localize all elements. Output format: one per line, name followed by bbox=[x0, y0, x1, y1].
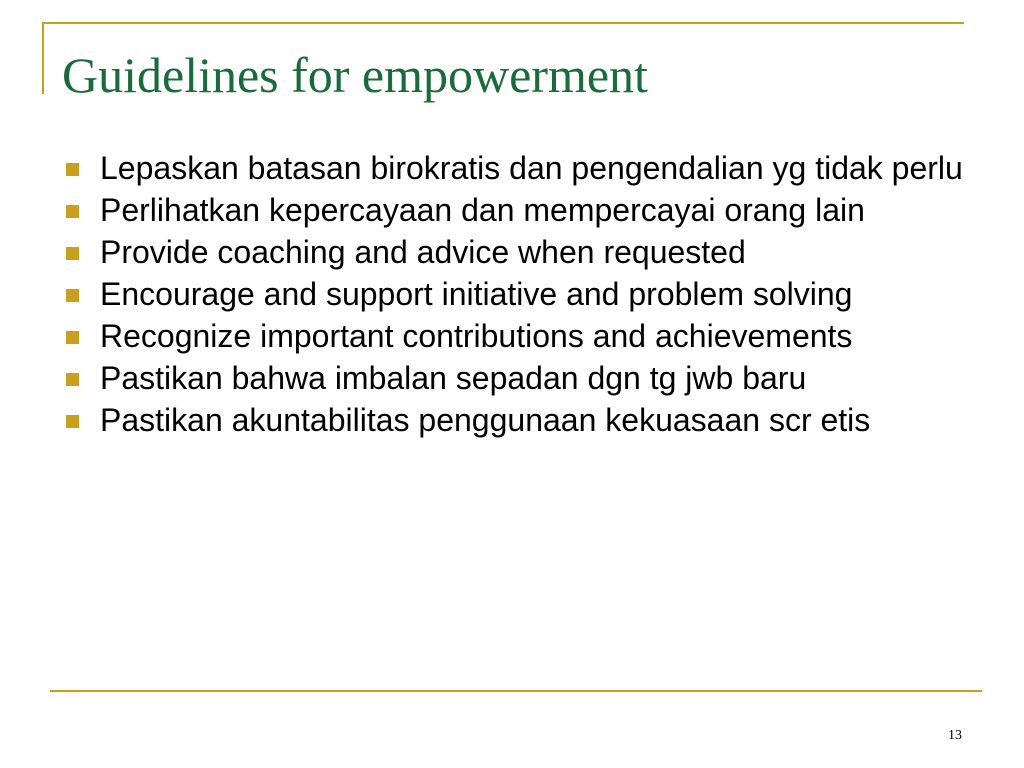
bullet-text: Encourage and support initiative and problem solving bbox=[100, 276, 853, 312]
bullet-text: Lepaskan batasan birokratis dan pengendalian yg tidak perlu bbox=[100, 150, 963, 186]
bullet-item bbox=[62, 234, 992, 270]
bullet-text: Perlihatkan kepercayaan dan mempercayai orang lain bbox=[100, 192, 865, 228]
square-bullet-icon bbox=[66, 205, 79, 218]
bullet-list bbox=[62, 150, 992, 444]
square-bullet-icon bbox=[66, 289, 79, 302]
slide-title: Guidelines for empowerment bbox=[62, 47, 648, 103]
slide-number: 13 bbox=[948, 728, 962, 743]
bullet-item bbox=[62, 150, 992, 186]
square-bullet-icon bbox=[66, 163, 79, 176]
bullet-item bbox=[62, 360, 992, 396]
bullet-text: Provide coaching and advice when requested bbox=[100, 234, 746, 270]
bullet-item bbox=[62, 276, 992, 312]
bullet-text: Pastikan akuntabilitas penggunaan kekuasaan scr etis bbox=[100, 402, 871, 438]
frame-line-bottom bbox=[50, 690, 982, 692]
bullet-item bbox=[62, 192, 992, 228]
square-bullet-icon bbox=[66, 373, 79, 386]
square-bullet-icon bbox=[66, 331, 79, 344]
square-bullet-icon bbox=[66, 415, 79, 428]
bullet-item bbox=[62, 402, 992, 438]
square-bullet-icon bbox=[66, 247, 79, 260]
bullet-text: Recognize important contributions and achievements bbox=[100, 318, 853, 354]
frame-line-left bbox=[42, 22, 44, 94]
frame-line-top bbox=[42, 22, 964, 24]
bullet-item bbox=[62, 318, 992, 354]
bullet-text: Pastikan bahwa imbalan sepadan dgn tg jwb baru bbox=[100, 360, 807, 396]
